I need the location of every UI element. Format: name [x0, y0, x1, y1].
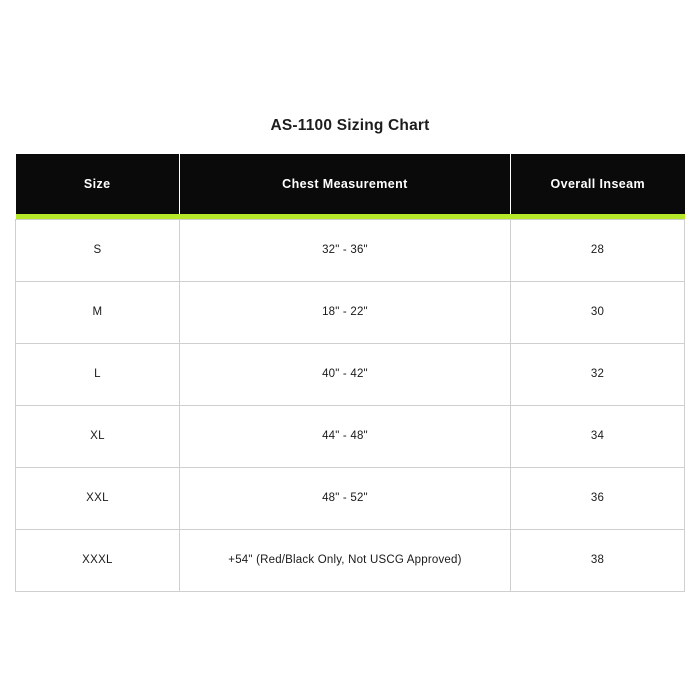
- table-row: [16, 529, 685, 591]
- table-row: [16, 219, 685, 281]
- cell-chest: 18" - 22": [179, 281, 510, 343]
- cell-inseam: 38: [511, 529, 685, 591]
- table-row: [16, 281, 685, 343]
- table-row: [16, 343, 685, 405]
- cell-inseam: 30: [511, 281, 685, 343]
- cell-size: XXXL: [16, 529, 180, 591]
- table-body: [16, 219, 685, 591]
- table-row: [16, 405, 685, 467]
- cell-inseam: 32: [511, 343, 685, 405]
- column-header-size: Size: [16, 154, 180, 214]
- page-title: AS-1100 Sizing Chart: [270, 117, 430, 134]
- cell-chest: 48" - 52": [179, 467, 510, 529]
- column-header-overall-inseam: Overall Inseam: [550, 176, 646, 191]
- cell-chest: +54" (Red/Black Only, Not USCG Approved): [179, 529, 510, 591]
- cell-inseam: 34: [511, 405, 685, 467]
- cell-size: XXL: [16, 467, 180, 529]
- sizing-table-wrapper: [15, 154, 685, 592]
- cell-inseam: 36: [511, 467, 685, 529]
- table-row: [16, 467, 685, 529]
- table-header-row: [16, 154, 685, 214]
- cell-size: L: [16, 343, 180, 405]
- cell-chest: 44" - 48": [179, 405, 510, 467]
- table-header: [16, 154, 685, 220]
- cell-inseam: 28: [511, 219, 685, 281]
- cell-chest: 32" - 36": [179, 219, 510, 281]
- cell-size: XL: [16, 405, 180, 467]
- sizing-table: [15, 154, 685, 592]
- column-header-chest-measurement: Chest Measurement: [179, 154, 510, 214]
- cell-size: S: [16, 219, 180, 281]
- cell-size: M: [16, 281, 180, 343]
- cell-chest: 40" - 42": [179, 343, 510, 405]
